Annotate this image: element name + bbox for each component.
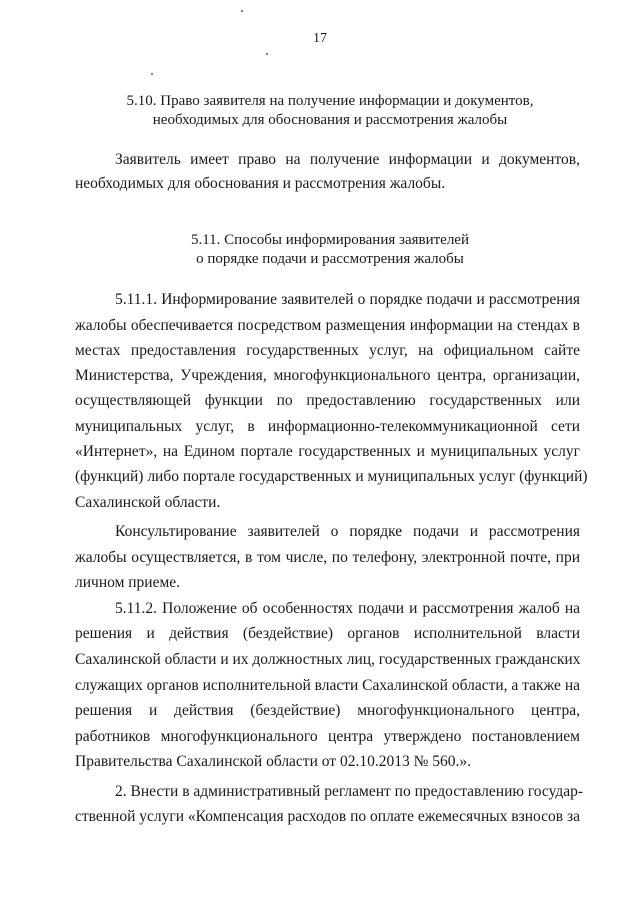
paragraph-line: «Интернет», на Едином портале государственных и муниципальных услуг: [75, 443, 580, 460]
paragraph-line: 5.11.1. Информирование заявителей о порядке подачи и рассмотрения: [115, 291, 580, 308]
paragraph-line: (функций) либо портале государственных и муниципальных услуг (функций): [75, 468, 588, 485]
paragraph-line: решения и действия (бездействие) многофункционального центра,: [75, 702, 580, 719]
paragraph-line: служащих органов исполнительной власти Сахалинской области, а также на: [75, 677, 580, 694]
paragraph-line: необходимых для обоснования и рассмотрения жалобы.: [75, 175, 446, 192]
scan-speck: [241, 10, 243, 12]
page-number: 17: [313, 31, 327, 46]
paragraph-line: решения и действия (бездействие) органов исполнительной власти: [75, 625, 580, 642]
section-heading-5-10-line-2: необходимых для обоснования и рассмотрения жалобы: [152, 112, 508, 128]
paragraph-line: 5.11.2. Положение об особенностях подачи и рассмотрения жалоб на: [115, 600, 580, 617]
paragraph-line: Сахалинской области и их должностных лиц, государственных гражданских: [75, 651, 581, 668]
paragraph-line: Сахалинской области.: [75, 494, 221, 511]
section-heading-5-10-line-1: 5.10. Право заявителя на получение информации и документов,: [126, 93, 534, 109]
paragraph-line: Консультирование заявителей о порядке подачи и рассмотрения: [115, 523, 580, 540]
paragraph-line: Министерства, Учреждения, многофункционального центра, организации,: [75, 367, 580, 384]
paragraph-line: жалобы обеспечивается посредством размещения информации на стендах в: [75, 317, 580, 334]
paragraph-line: муниципальных услуг, в информационно-телекоммуникационной сети: [75, 418, 580, 435]
paragraph-line: личном приеме.: [75, 574, 181, 591]
scan-speck: [151, 73, 153, 75]
paragraph-line: жалобы осуществляется, в том числе, по телефону, электронной почте, при: [75, 549, 580, 566]
paragraph-line: Заявитель имеет право на получение информации и документов,: [115, 151, 580, 168]
paragraph-line: осуществляющей функции по предоставлению государственных или: [75, 392, 580, 409]
paragraph-line: местах предоставления государственных услуг, на официальном сайте: [75, 342, 580, 359]
paragraph-line: Правительства Сахалинской области от 02.10.2013 № 560.».: [75, 753, 471, 770]
section-heading-5-11-line-1: 5.11. Способы информирования заявителей: [190, 232, 469, 248]
section-heading-5-11-line-2: о порядке подачи и рассмотрения жалобы: [196, 251, 464, 267]
scan-speck: [266, 53, 268, 55]
paragraph-line: работников многофункционального центра утверждено постановлением: [75, 728, 580, 745]
paragraph-line: ственной услуги «Компенсация расходов по оплате ежемесячных взносов за: [75, 808, 580, 825]
paragraph-line: 2. Внести в административный регламент по предоставлению государ-: [115, 783, 584, 800]
